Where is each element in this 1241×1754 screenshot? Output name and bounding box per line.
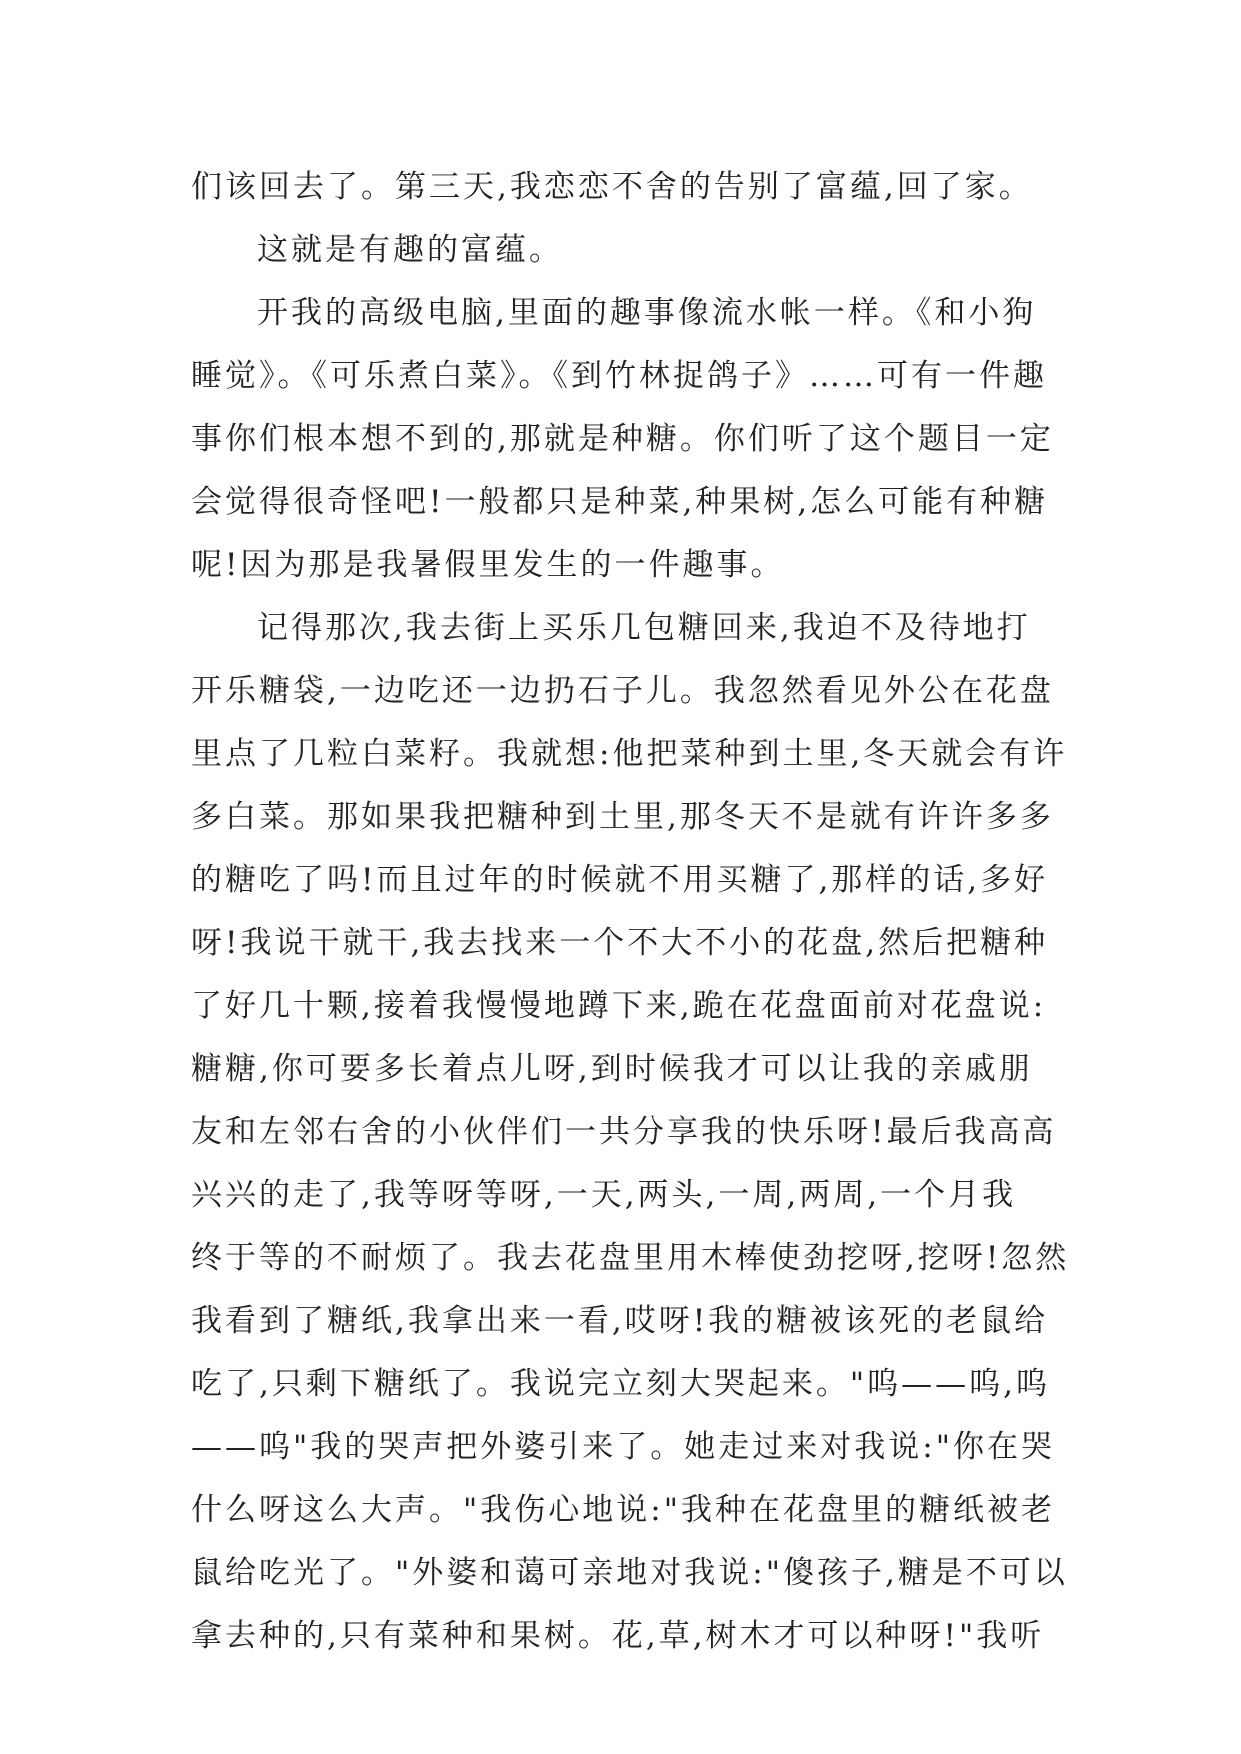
text-line: 我看到了糖纸,我拿出来一看,哎呀!我的糖被该死的老鼠给 — [191, 1303, 1049, 1339]
text-line: 兴兴的走了,我等呀等呀,一天,两头,一周,两周,一个月我 — [191, 1177, 1017, 1213]
text-line: 吃了,只剩下糖纸了。我说完立刻大哭起来。"呜——呜,呜 — [191, 1366, 1050, 1402]
text-line: 终于等的不耐烦了。我去花盘里用木棒使劲挖呀,挖呀!忽然 — [191, 1240, 1070, 1276]
text-line: 的糖吃了吗!而且过年的时候就不用买糖了,那样的话,多好 — [191, 862, 1049, 898]
text-line: ——呜"我的哭声把外婆引来了。她走过来对我说:"你在哭 — [191, 1429, 1055, 1465]
text-line: 这就是有趣的富蕴。 — [257, 232, 563, 268]
essay-body — [191, 156, 1070, 1668]
text-line: 开我的高级电脑,里面的趣事像流水帐一样。《和小狗 — [257, 295, 1037, 331]
text-line: 多白菜。那如果我把糖种到土里,那冬天不是就有许许多多 — [191, 799, 1054, 835]
text-line: 睡觉》。《可乐煮白菜》。《到竹林捉鸽子》……可有一件趣 — [191, 358, 1047, 394]
text-line: 呀!我说干就干,我去找来一个不大不小的花盘,然后把糖种 — [191, 925, 1049, 961]
text-line: 会觉得很奇怪吧!一般都只是种菜,种果树,怎么可能有种糖 — [191, 484, 1049, 520]
text-line: 呢!因为那是我暑假里发生的一件趣事。 — [191, 547, 785, 583]
text-line: 鼠给吃光了。"外婆和蔼可亲地对我说:"傻孩子,糖是不可以 — [191, 1555, 1068, 1591]
text-line: 记得那次,我去街上买乐几包糖回来,我迫不及待地打 — [257, 610, 1031, 646]
text-line: 糖糖,你可要多长着点儿呀,到时候我才可以让我的亲戚朋 — [191, 1051, 1033, 1087]
text-line: 拿去种的,只有菜种和果树。花,草,树木才可以种呀!"我听 — [191, 1618, 1045, 1654]
text-line: 事你们根本想不到的,那就是种糖。你们听了这个题目一定 — [191, 421, 1054, 457]
text-line: 了好几十颗,接着我慢慢地蹲下来,跪在花盘面前对花盘说: — [191, 988, 1047, 1024]
text-line: 什么呀这么大声。"我伤心地说:"我种在花盘里的糖纸被老 — [191, 1492, 1055, 1528]
text-line: 友和左邻右舍的小伙伴们一共分享我的快乐呀!最后我高高 — [191, 1114, 1057, 1150]
text-line: 开乐糖袋,一边吃还一边扔石子儿。我忽然看见外公在花盘 — [191, 673, 1054, 709]
text-line: 里点了几粒白菜籽。我就想:他把菜种到土里,冬天就会有许 — [191, 736, 1068, 772]
text-line: 们该回去了。第三天,我恋恋不舍的告别了富蕴,回了家。 — [191, 169, 1033, 205]
